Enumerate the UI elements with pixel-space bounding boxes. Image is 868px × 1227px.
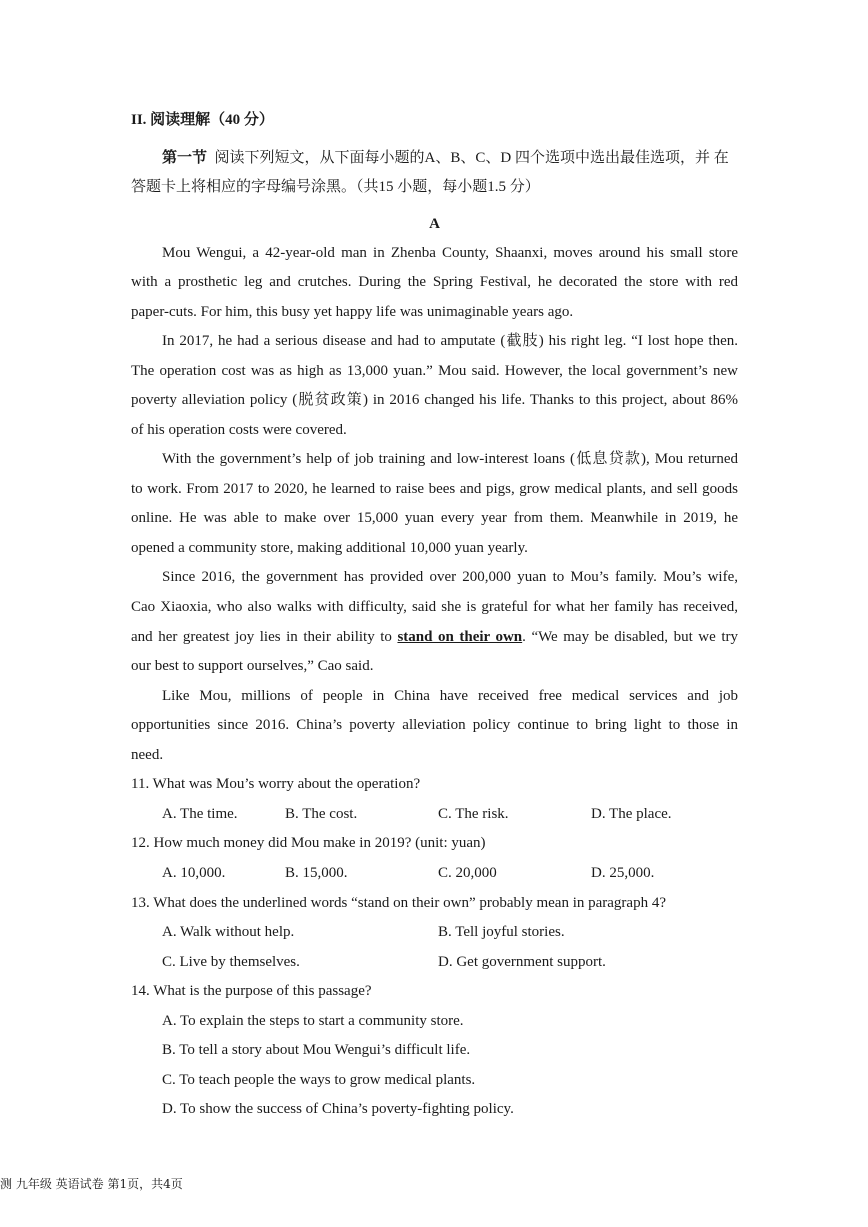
p4-line-2: Cao Xiaoxia, who also walks with difficulty, said she is grateful for what her family has received, (131, 599, 738, 615)
instructions-text-1: 阅读下列短文，从下面每小题的A、B、C、D 四个选项中选出最佳选项，并 在 (214, 150, 729, 166)
page-footer: 测 九年级 英语试卷 第1页，共4页 (0, 1177, 183, 1191)
question-12-stem: 12. How much money did Mou make in 2019? (unit: yuan) (131, 835, 486, 851)
part-label: 第一节 (162, 150, 208, 166)
p2-line-3: poverty alleviation policy (脱贫政策) in 2016 changed his life. Thanks to this project, about 86% (131, 392, 738, 408)
q14-option-c: C. To teach people the ways to grow medical plants. (162, 1072, 476, 1088)
q13-option-d: D. Get government support. (438, 954, 606, 970)
q14-option-a: A. To explain the steps to start a community store. (162, 1013, 464, 1029)
question-14-stem: 14. What is the purpose of this passage? (131, 983, 372, 999)
q12-option-d: D. 25,000. (591, 865, 655, 881)
passage-label: A (429, 216, 440, 232)
underlined-phrase: stand on their own (397, 629, 523, 645)
q13-option-c: C. Live by themselves. (162, 954, 300, 970)
p3-line-3: online. He was able to make over 15,000 yuan every year from them. Meanwhile in 2019, he (131, 510, 738, 526)
question-13-stem: 13. What does the underlined words “stand on their own” probably mean in paragraph 4? (131, 895, 666, 911)
p2-line-2: The operation cost was as high as 13,000 yuan.” Mou said. However, the local government’s new (131, 363, 738, 379)
p5-line-2: opportunities since 2016. China’s poverty alleviation policy continue to bring light to those in (131, 717, 738, 733)
p1-line-1: Mou Wengui, a 42-year-old man in Zhenba County, Shaanxi, moves around his small store (162, 245, 738, 261)
q11-option-b: B. The cost. (285, 806, 358, 822)
p4-line-4: our best to support ourselves,” Cao said. (131, 658, 374, 674)
q14-option-d: D. To show the success of China’s poverty-fighting policy. (162, 1101, 514, 1117)
instructions-line-1 (162, 148, 738, 168)
q11-option-d: D. The place. (591, 806, 672, 822)
p1-line-2: with a prosthetic leg and crutches. During the Spring Festival, he decorated the store with red (131, 274, 738, 290)
q11-option-a: A. The time. (162, 806, 238, 822)
q11-option-c: C. The risk. (438, 806, 509, 822)
q12-option-a: A. 10,000. (162, 865, 226, 881)
p3-line-1: With the government’s help of job training and low-interest loans (低息贷款), Mou returned (162, 451, 738, 467)
p3-line-2: to work. From 2017 to 2020, he learned to raise bees and pigs, grow medical plants, and sell goods (131, 481, 738, 497)
p4-line-3-pre: and her greatest joy lies in their ability to (131, 629, 398, 645)
p1-line-3: paper-cuts. For him, this busy yet happy life was unimaginable years ago. (131, 304, 574, 320)
p4-line-1: Since 2016, the government has provided over 200,000 yuan to Mou’s family. Mou’s wife, (162, 569, 738, 585)
p5-line-1: Like Mou, millions of people in China have received free medical services and job (162, 688, 738, 704)
p4-line-3-post: . “We may be disabled, but we try (522, 629, 738, 645)
q12-option-c: C. 20,000 (438, 865, 497, 881)
q14-option-b: B. To tell a story about Mou Wengui’s difficult life. (162, 1042, 471, 1058)
q13-option-a: A. Walk without help. (162, 924, 295, 940)
q13-option-b: B. Tell joyful stories. (438, 924, 565, 940)
q12-option-b: B. 15,000. (285, 865, 348, 881)
question-11-stem: 11. What was Mou’s worry about the operation? (131, 776, 421, 792)
section-title: II. 阅读理解（40 分） (131, 112, 274, 128)
p2-line-1: In 2017, he had a serious disease and had to amputate (截肢) his right leg. “I lost hope then. (162, 333, 738, 349)
instructions-line-2: 答题卡上将相应的字母编号涂黑。（共15 小题，每小题1.5 分） (131, 179, 540, 195)
p5-line-3: need. (131, 747, 164, 763)
p3-line-4: opened a community store, making additional 10,000 yuan yearly. (131, 540, 528, 556)
p2-line-4: of his operation costs were covered. (131, 422, 347, 438)
p4-line-3 (131, 627, 738, 647)
